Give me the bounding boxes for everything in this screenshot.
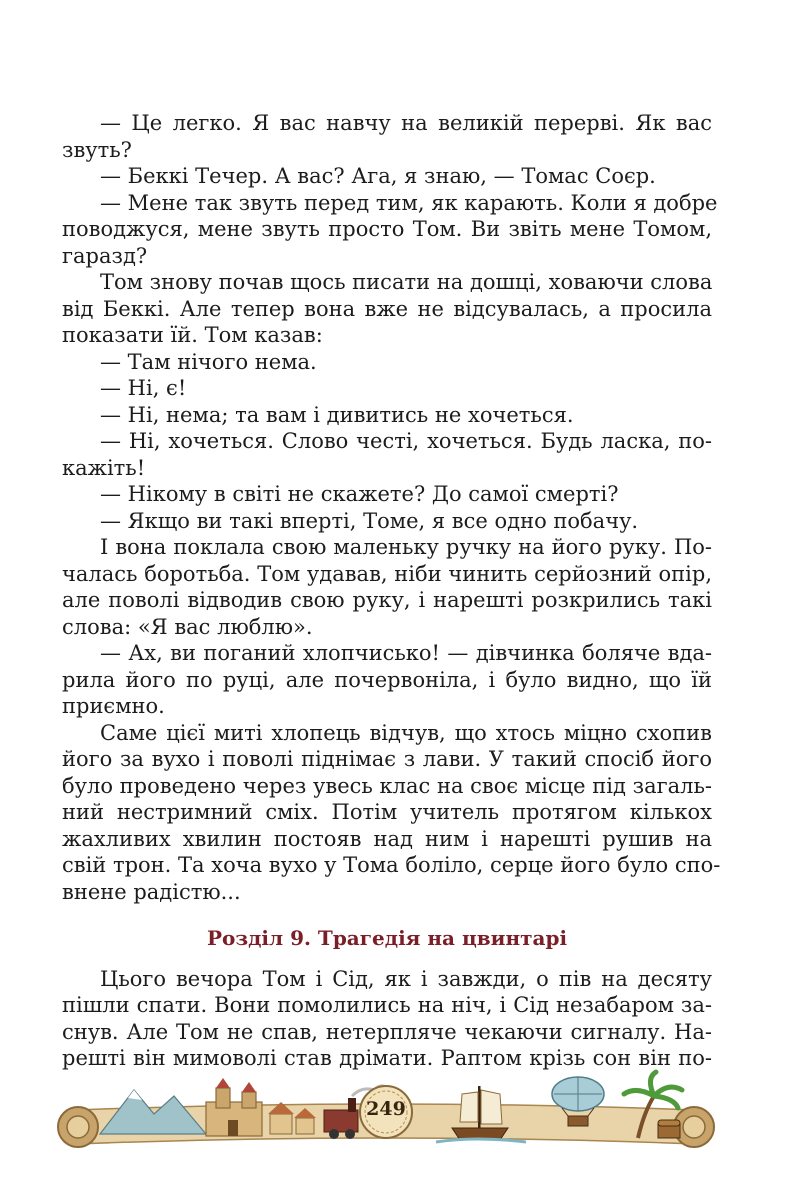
text-line: — Там нічого нема. <box>100 349 317 374</box>
text-line: кажіть! <box>62 455 146 480</box>
text-line: снув. Але Том не спав, нетерпляче чекаючи сигналу. На- <box>62 1019 712 1044</box>
text-line: — Мене так звуть перед тим, як карають. Коли я добре <box>100 190 718 215</box>
page-number: 249 <box>366 1098 406 1120</box>
text-line: від Беккі. Але тепер вона вже не відсувалась, а просила <box>62 296 712 321</box>
text-line: слова: «Я вас люблю». <box>62 614 313 639</box>
text-line: І вона поклала свою маленьку ручку на його руку. По- <box>100 535 712 559</box>
text-line: — Якщо ви такі вперті, Томе, я все одно побачу. <box>100 508 639 533</box>
text-line: його за вухо і поволі піднімає з лави. У такий спосіб його <box>62 747 712 771</box>
page-text <box>62 110 721 1072</box>
section-spacer <box>62 905 712 925</box>
text-line: пішли спати. Вони помолились на ніч, і Сід незабаром за- <box>62 993 712 1017</box>
text-line: — Це легко. Я вас навчу на великій перерві. Як вас <box>100 111 712 135</box>
text-line: показати їй. Том казав: <box>62 323 323 347</box>
text-line: — Ні, нема; та вам і дивитись не хочеться. <box>100 402 574 427</box>
text-line: гаразд? <box>62 243 148 268</box>
text-line: — Ні, є! <box>100 376 187 400</box>
chapter-heading: Розділ 9. Трагедія на цвинтарі <box>206 926 568 950</box>
text-line: решті він мимоволі став дрімати. Раптом крізь сон він по- <box>62 1046 712 1070</box>
text-line: рила його по руці, але почервоніла, і було видно, що їй <box>62 667 712 692</box>
text-line: поводжуся, мене звуть просто Том. Ви звіть мене Томом, <box>62 217 712 241</box>
text-line: було проведено через увесь клас на своє місце під загаль- <box>62 773 712 798</box>
text-line: — Нікому в світі не скажете? До самої смерті? <box>100 482 619 506</box>
text-line: чалась боротьба. Том удавав, ніби чинить серйозний опір, <box>62 561 712 586</box>
text-line: — Беккі Течер. А вас? Ага, я знаю, — Томас Соєр. <box>100 164 656 188</box>
text-line: звуть? <box>62 137 132 162</box>
text-line: жахливих хвилин постояв над ним і нарешті рушив на <box>62 826 712 851</box>
text-line: ний нестримний сміх. Потім учитель протягом кількох <box>62 800 712 824</box>
text-line: свій трон. Та хоча вухо у Тома боліло, серце його було спо- <box>62 853 721 877</box>
text-line: приємно. <box>62 694 165 718</box>
text-line: але поволі відводив свою руку, і нарешті розкрились такі <box>62 588 712 612</box>
castle-illustration <box>206 1078 262 1136</box>
text-line: Том знову почав щось писати на дошці, ховаючи слова <box>100 270 713 294</box>
text-line: Саме цієї миті хлопець відчув, що хтось міцно схопив <box>100 720 712 745</box>
text-line: — Ні, хочеться. Слово честі, хочеться. Будь ласка, по- <box>100 429 712 453</box>
text-line: Цього вечора Том і Сід, як і завжди, о пів на десяту <box>100 966 712 991</box>
text-line: внене радістю... <box>62 879 241 904</box>
text-line: — Ах, ви поганий хлопчисько! — дівчинка боляче вда- <box>100 641 712 665</box>
section-spacer <box>62 952 712 966</box>
